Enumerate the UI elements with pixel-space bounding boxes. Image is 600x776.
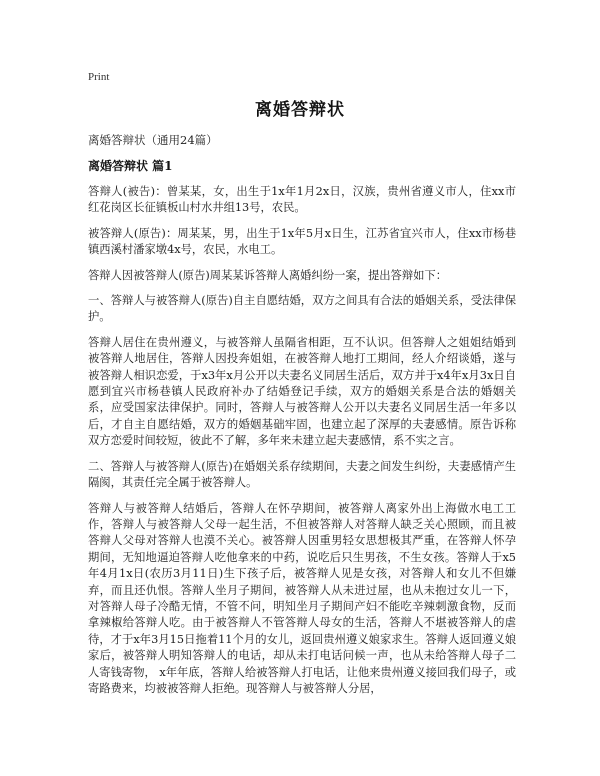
paragraph-point-two-detail: 答辩人与被答辩人结婚后，答辩人在怀孕期间，被答辩人离家外出上海做水电工工作，答辩人与被答辩人父母一起生活，不但被答辩人对答辩人缺乏关心照顾，而且被答辩人父母对答辩人也漠不关心。被答辩人因重男轻女思想极其严重，在答辩人怀孕期间，无知地逼迫答辩人吃他拿来的中药，说吃后只生男孩，不生女孩。答辩人于x5年4月1x日(农历3月11日)生下孩子后，被答辩人见是女孩，对答辩人和女儿不但嫌弃，而且还仇恨。答辩人坐月子期间，被答辩人从未进过屋，也从未抱过女儿一下，对答辩人母子冷酷无情，不管不问，明知坐月子期间产妇不能吃辛辣刺激食物，反而拿辣椒给答辩人吃。由于被答辩人不管答辩人母女的生活，答辩人不堪被答辩人的虐待，才于x年3月15日拖着11个月的女儿，返回贵州遵义娘家求生。答辩人返回遵义娘家后，被答辩人明知答辩人的电话，却从未打电话问候一声，也从未给答辩人母子二人寄钱寄物， x年年底，答辩人给被答辩人打电话，让他来贵州遵义接回我们母子，或寄路费来，均被被答辩人拒绝。现答辩人与被答辩人分居， bbox=[88, 501, 516, 695]
document-body bbox=[88, 132, 516, 706]
paragraph-plaintiff: 被答辩人(原告)：周某某，男，出生于1x年5月x日生，江苏省宜兴市人，住xx市杨巷镇西溪村潘家墩4x号，农民，水电工。 bbox=[88, 226, 516, 257]
paragraph-point-two: 二、答辩人与被答辩人(原告)在婚姻关系存续期间，夫妻之间发生纠纷，夫妻感情产生隔阂，其责任完全属于被答辩人。 bbox=[88, 459, 516, 490]
document-title: 离婚答辩状 bbox=[255, 100, 345, 120]
paragraph-point-one-detail: 答辩人居住在贵州遵义，与被答辩人虽隔省相距，互不认识。但答辩人之姐姐结婚到被答辩人地居住，答辩人因投奔姐姐，在被答辩人地打工期间，经人介绍谈婚，遂与被答辩人相识恋爱，于x3年x月公开以夫妻名义同居生活后，双方并于x4年x月3x日自愿到宜兴市杨巷镇人民政府补办了结婚登记手续，双方的婚姻关系是合法的婚姻关系，应受国家法律保护。同时，答辩人与被答辩人公开以夫妻名义同居生活一年多以后，才自主自愿结婚，双方的婚姻基础牢固，也建立起了深厚的夫妻感情。原告诉称双方恋爱时间较短，彼此不了解，多年来未建立起夫妻感情，系不实之言。 bbox=[88, 335, 516, 448]
paragraph-point-one: 一、答辩人与被答辩人(原告)自主自愿结婚，双方之间具有合法的婚姻关系，受法律保护。 bbox=[88, 294, 516, 324]
section-heading: 离婚答辩状 篇1 bbox=[88, 159, 173, 173]
paragraph-respondent: 答辩人(被告)：曾某某，女，出生于1x年1月2x日，汉族，贵州省遵义市人，住xx市红花岗区长征镇板山村水井组13号，农民。 bbox=[88, 185, 516, 215]
print-label: Print bbox=[88, 71, 110, 83]
document-subtitle: 离婚答辩状（通用24篇） bbox=[88, 133, 218, 147]
paragraph-intro: 答辩人因被答辩人(原告)周某某诉答辩人离婚纠纷一案，提出答辩如下： bbox=[88, 268, 448, 282]
